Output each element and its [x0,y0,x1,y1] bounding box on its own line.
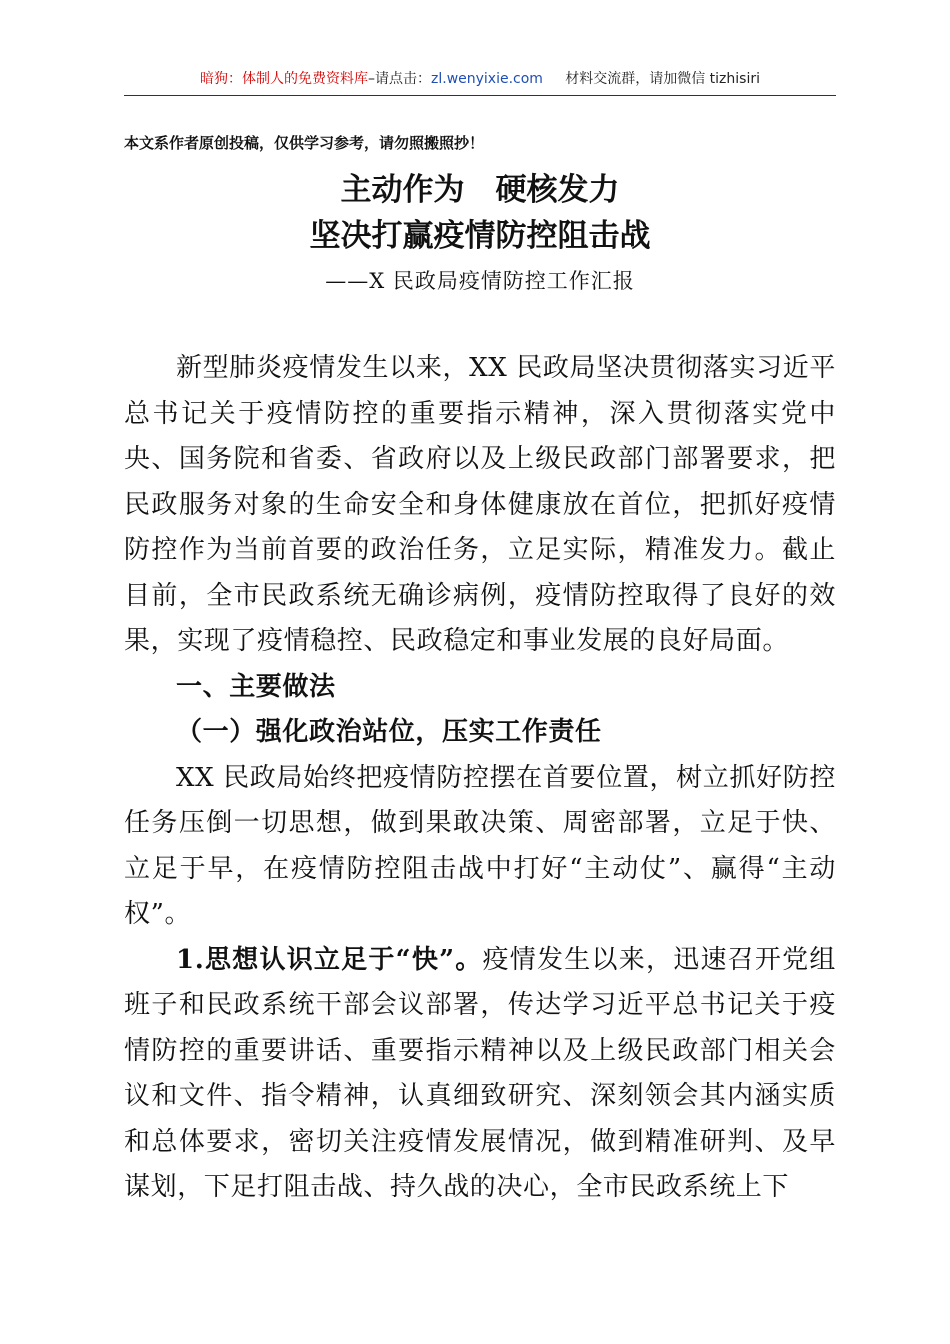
paragraph-point-1 [124,938,836,1211]
document-body [124,346,836,1211]
paragraph-subsection-intro: XX 民政局始终把疫情防控摆在首要位置，树立抓好防控任务压倒一切思想，做到果敢决策、周密部署，立足于快、立足于早，在疫情防控阻击战中打好“主动仗”、赢得“主动权”。 [124,762,836,929]
document-title-line1: 主动作为 硬核发力 [340,172,620,208]
paragraph-intro: 新型肺炎疫情发生以来，XX 民政局坚决贯彻落实习近平总书记关于疫情防控的重要指示精神，深入贯彻落实党中央、国务院和省委、省政府以及上级民政部门部署要求，把民政服务对象的生命安全和身体健康放在首位，把抓好疫情防控作为当前首要的政治任务，立足实际，精准发力。截止目前，全市民政系统无确诊病例，疫情防控取得了良好的效果，实现了疫情稳控、民政稳定和事业发展的良好局面。 [124,353,836,656]
document-header [124,68,836,90]
header-site-name: 暗狗：体制人的免费资料库 [200,71,368,87]
header-url-link[interactable]: zl.wenyixie.com [431,71,543,87]
point-1-lead: 1.思想认识立足于“快”。 [176,944,483,975]
header-wechat-info: 材料交流群，请加微信 tizhisiri [565,71,760,87]
section-heading: 一、主要做法 [176,671,336,702]
copyright-notice: 本文系作者原创投稿，仅供学习参考，请勿照搬照抄！ [124,134,485,152]
document-title-line2: 坚决打赢疫情防控阻击战 [309,218,651,254]
document-subtitle: ——X 民政局疫情防控工作汇报 [325,269,635,293]
header-click-prompt: –请点击： [368,71,431,87]
point-1-text: 疫情发生以来，迅速召开党组班子和民政系统干部会议部署，传达学习近平总书记关于疫情防控的重要讲话、重要指示精神以及上级民政部门相关会议和文件、指令精神，认真细致研究、深刻领会其内涵实质和总体要求，密切关注疫情发展情况，做到精准研判、及早谋划，下足打阻击战、持久战的决心，全市民政系统上下 [124,944,836,1202]
header-divider [124,95,836,96]
subsection-heading: （一）强化政治站位，压实工作责任 [176,717,602,747]
